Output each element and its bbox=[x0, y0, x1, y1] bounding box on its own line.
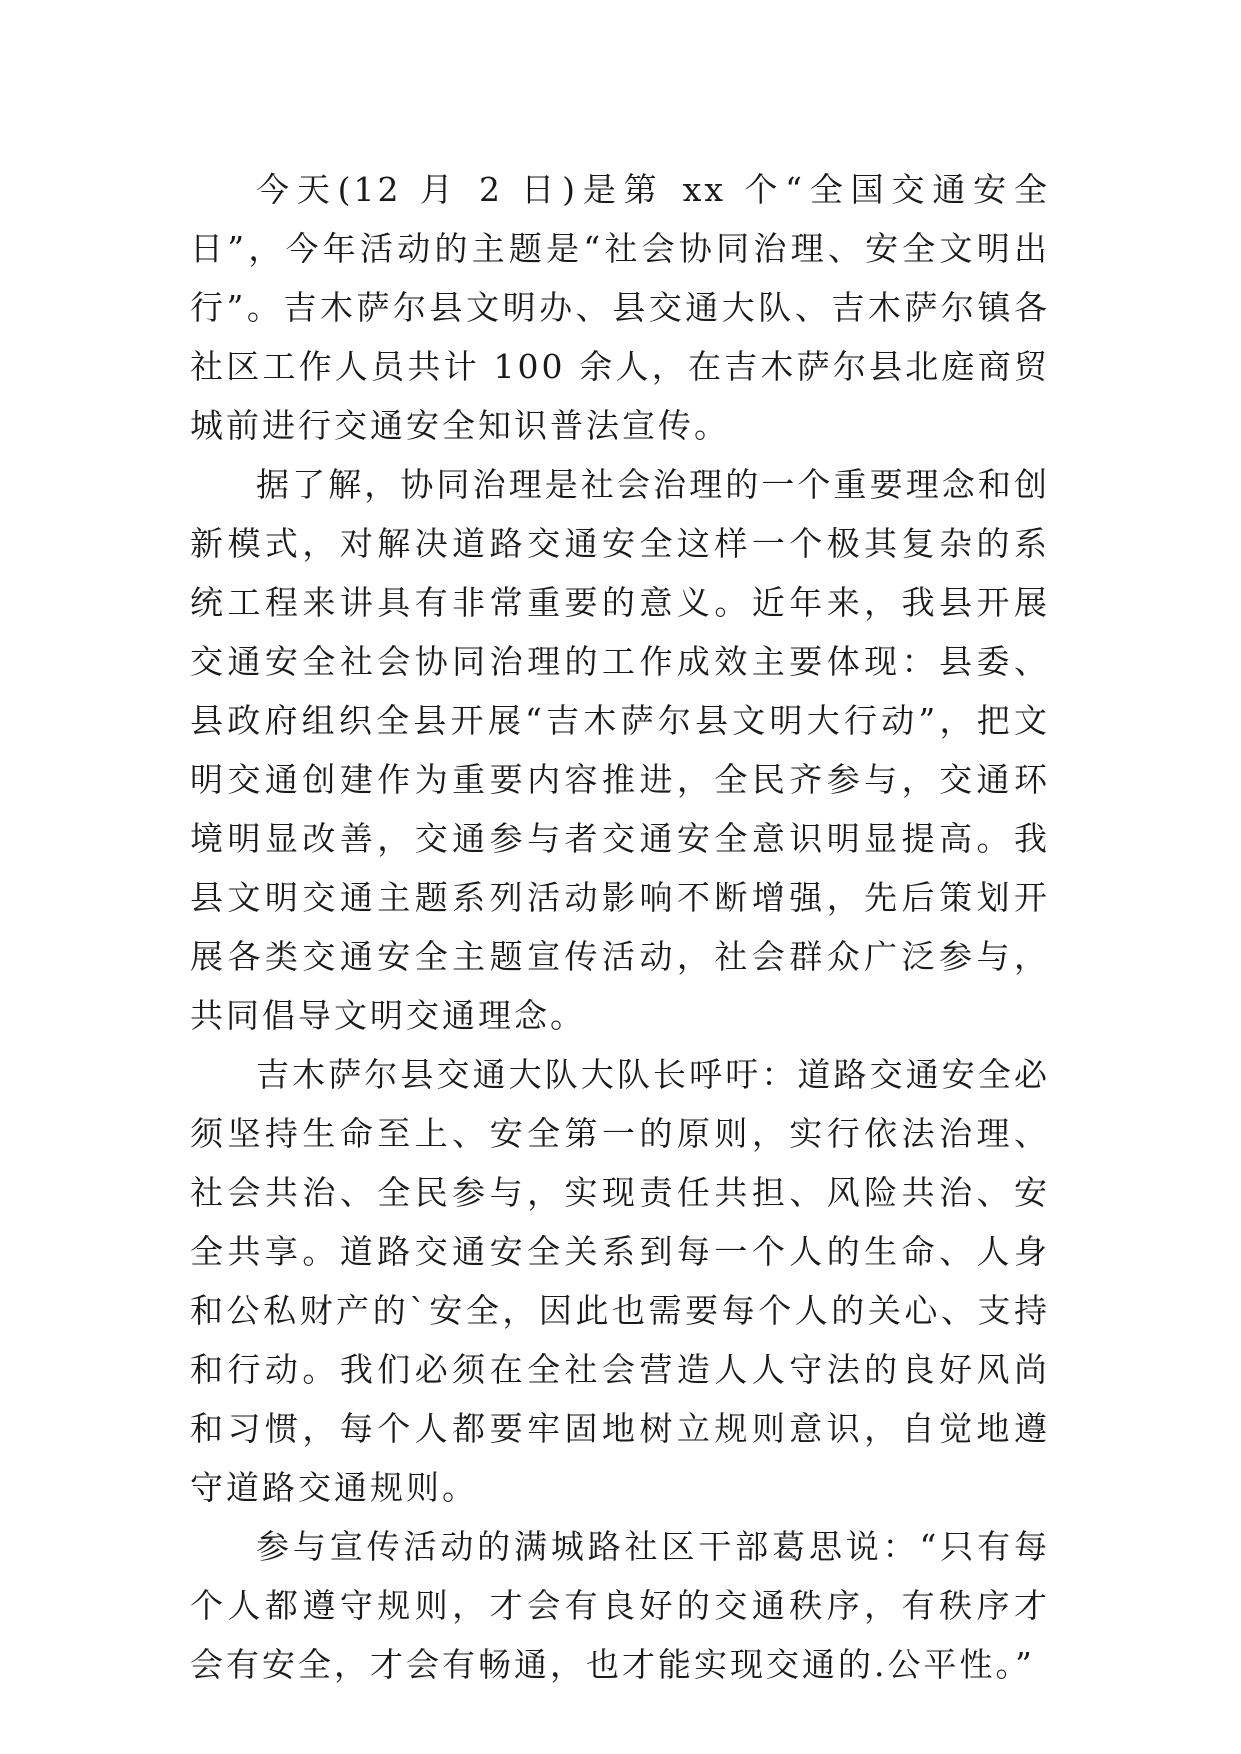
paragraph-4: 参与宣传活动的满城路社区干部葛思说：“只有每个人都遵守规则，才会有良好的交通秩序，有秩序才会有安全，才会有畅通，也才能实现交通的.公平性。” bbox=[190, 1527, 1050, 1684]
article-body bbox=[190, 160, 1050, 1694]
paragraph-1: 今天(12 月 2 日)是第 xx 个“全国交通安全日”，今年活动的主题是“社会协同治理、安全文明出行”。吉木萨尔县文明办、县交通大队、吉木萨尔镇各社区工作人员共计 100 余人，在吉木萨尔县北庭商贸城前进行交通安全知识普法宣传。 bbox=[190, 170, 1050, 445]
paragraph-3: 吉木萨尔县交通大队大队长呼吁：道路交通安全必须坚持生命至上、安全第一的原则，实行依法治理、社会共治、全民参与，实现责任共担、风险共治、安全共享。道路交通安全关系到每一个人的生命、人身和公私财产的`安全，因此也需要每个人的关心、支持和行动。我们必须在全社会营造人人守法的良好风尚和习惯，每个人都要牢固地树立规则意识，自觉地遵守道路交通规则。 bbox=[190, 1055, 1050, 1507]
paragraph-2: 据了解，协同治理是社会治理的一个重要理念和创新模式，对解决道路交通安全这样一个极其复杂的系统工程来讲具有非常重要的意义。近年来，我县开展交通安全社会协同治理的工作成效主要体现：县委、县政府组织全县开展“吉木萨尔县文明大行动”，把文明交通创建作为重要内容推进，全民齐参与，交通环境明显改善，交通参与者交通安全意识明显提高。我县文明交通主题系列活动影响不断增强，先后策划开展各类交通安全主题宣传活动，社会群众广泛参与，共同倡导文明交通理念。 bbox=[190, 465, 1050, 1035]
